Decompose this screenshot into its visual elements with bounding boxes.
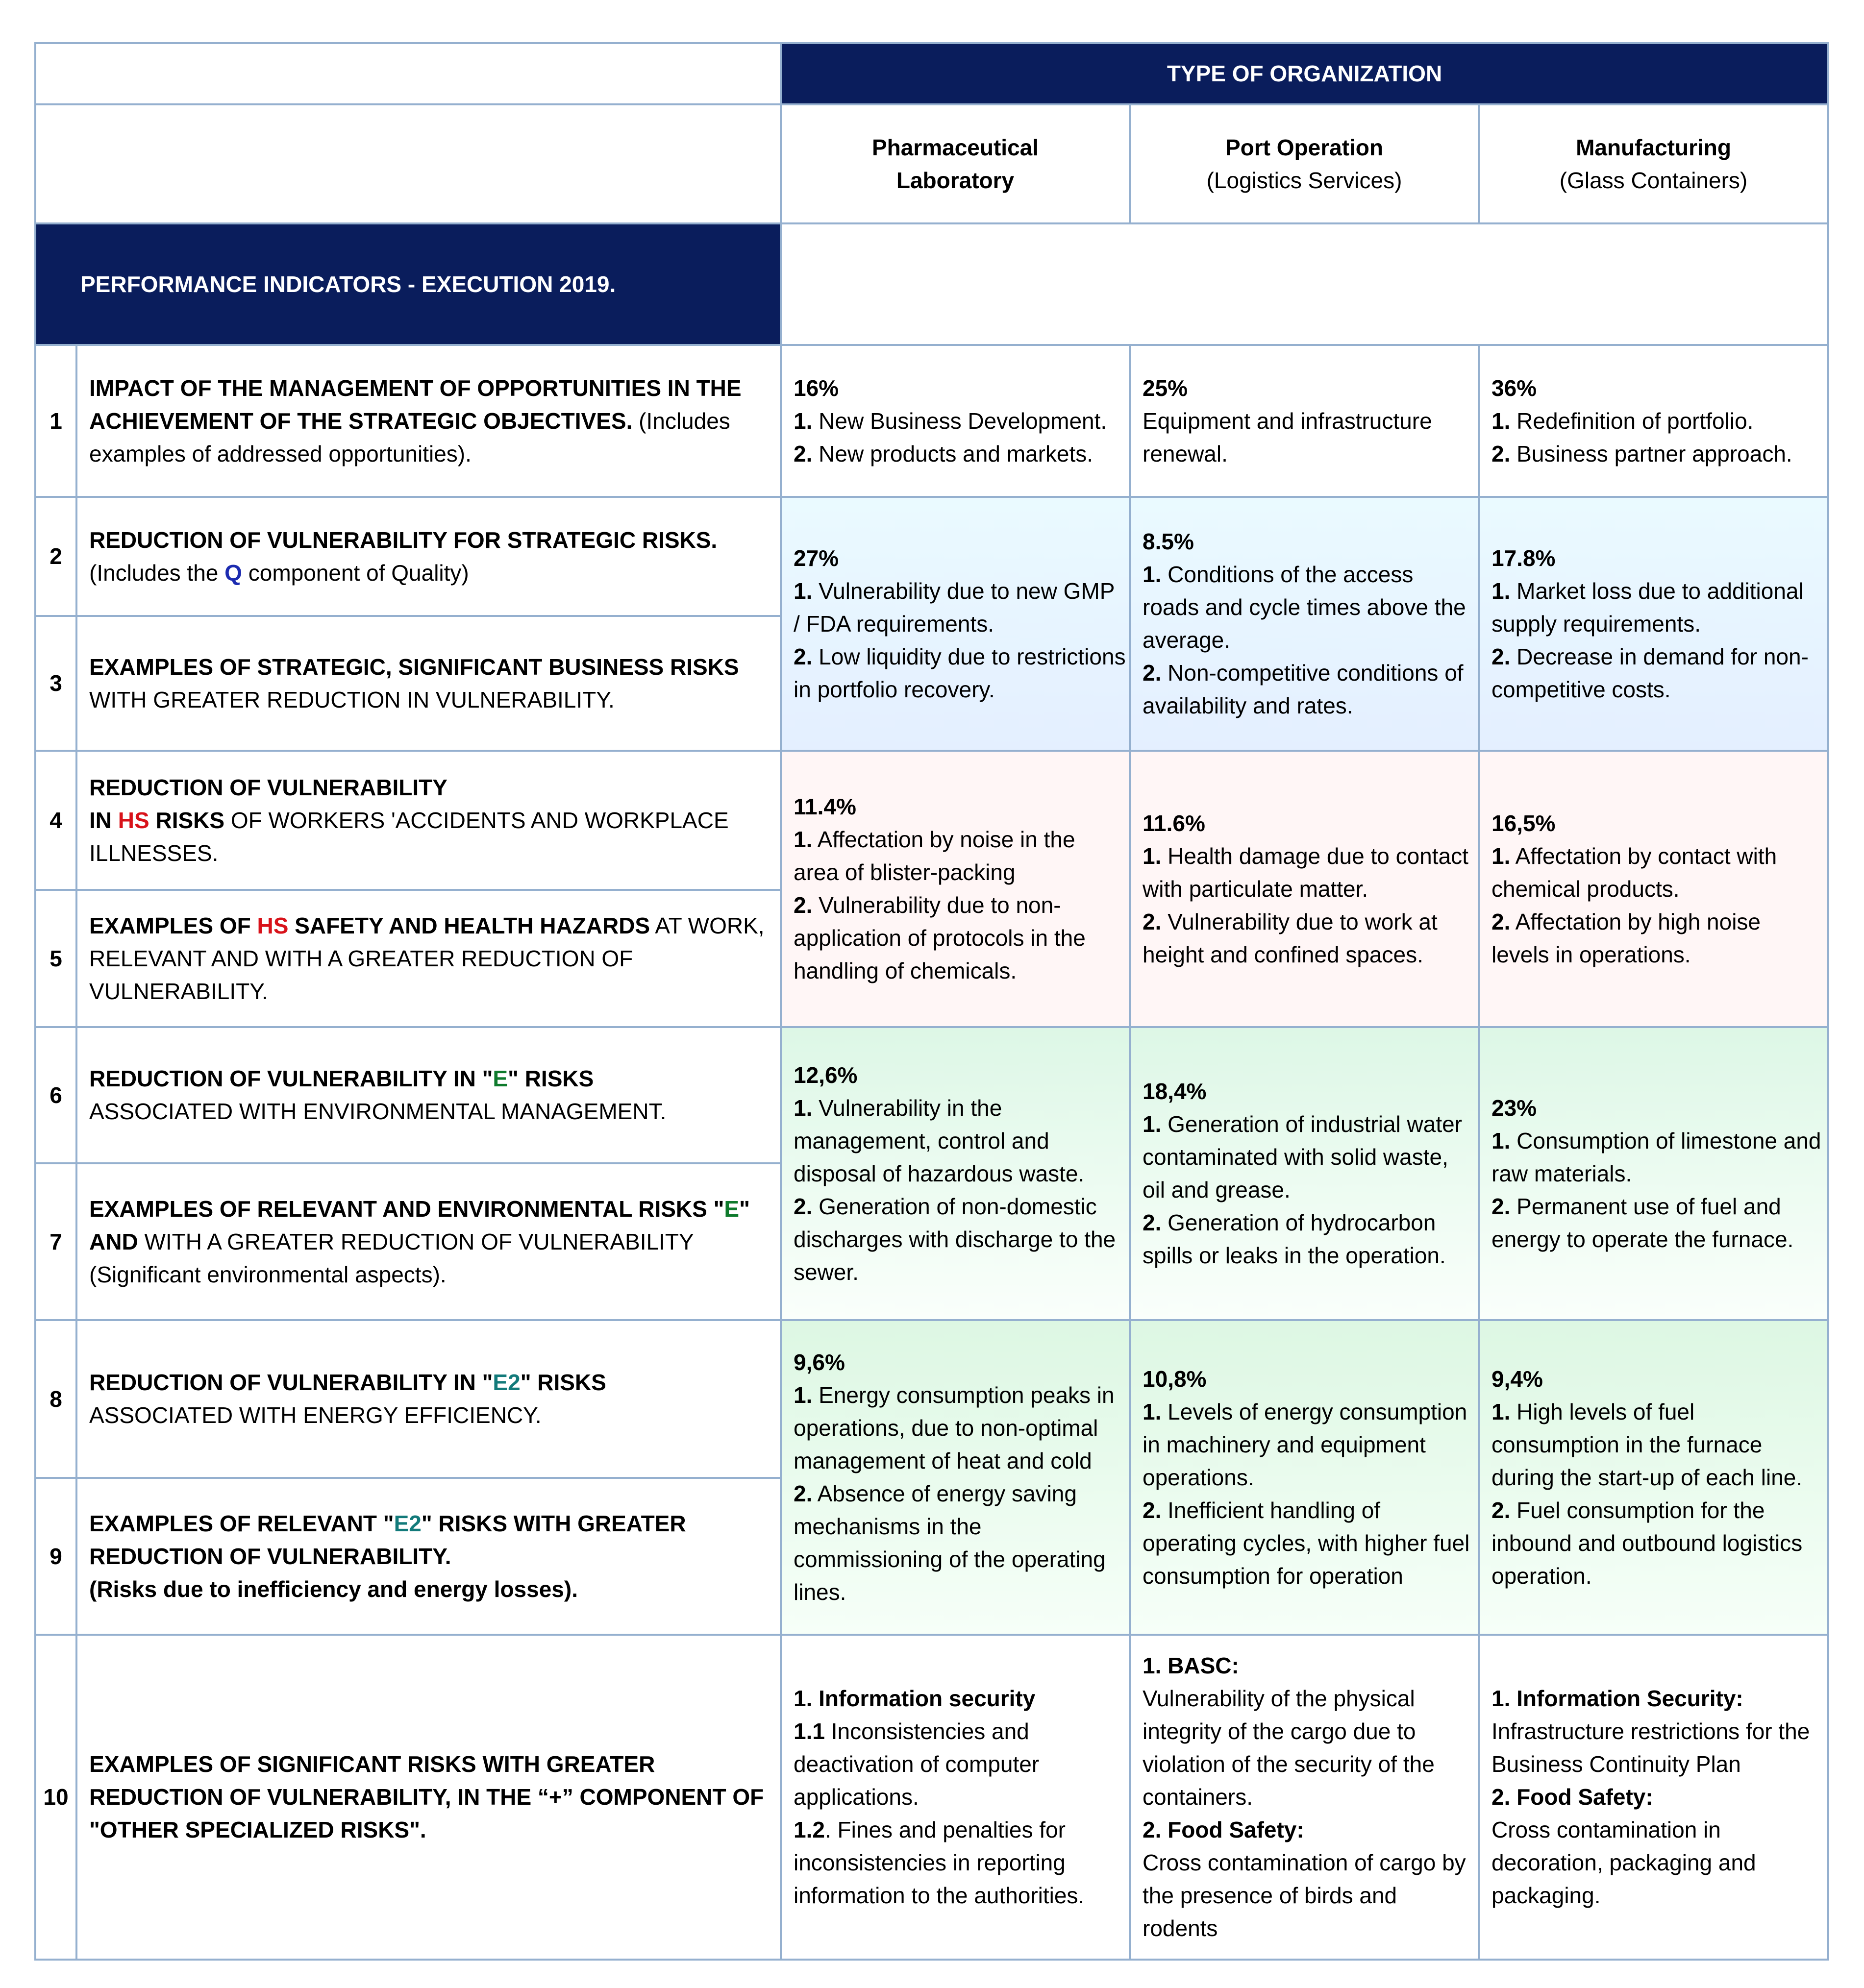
result-manufacturing-1: 36% 1. Redefinition of portfolio. 2. Business partner approach. [1479, 345, 1828, 497]
row-number: 8 [35, 1320, 76, 1478]
result-manufacturing-3: 16,5% 1. Affectation by contact with chemical products. 2. Affectation by high noise levels in operations. [1479, 751, 1828, 1027]
result-port-2: 8.5% 1. Conditions of the access roads and cycle times above the average. 2. Non-competitive conditions of availability and rates. [1130, 497, 1479, 751]
row-number: 6 [35, 1027, 76, 1163]
result-manufacturing-4: 23% 1. Consumption of limestone and raw materials. 2. Permanent use of fuel and energy to operate the furnace. [1479, 1027, 1828, 1320]
row-number: 5 [35, 890, 76, 1027]
row-number: 3 [35, 616, 76, 751]
indicator-7: EXAMPLES OF RELEVANT AND ENVIRONMENTAL RISKS "E" AND WITH A GREATER REDUCTION OF VULNERABILITY (Significant environmental aspects). [76, 1163, 781, 1320]
indicator-2: REDUCTION OF VULNERABILITY FOR STRATEGIC RISKS. (Includes the Q component of Quality) [76, 497, 781, 616]
row-number: 10 [35, 1635, 76, 1960]
indicators-table [34, 42, 1829, 1961]
blank-corner [35, 43, 781, 104]
column-header-port: Port Operation (Logistics Services) [1130, 104, 1479, 223]
result-port-5: 10,8% 1. Levels of energy consumption in machinery and equipment operations. 2. Inefficient handling of operating cycles, with higher fuel consumption for operation [1130, 1320, 1479, 1635]
indicator-5: EXAMPLES OF HS SAFETY AND HEALTH HAZARDS AT WORK, RELEVANT AND WITH A GREATER REDUCTION OF VULNERABILITY. [76, 890, 781, 1027]
result-pharma-1: 16% 1. New Business Development. 2. New products and markets. [781, 345, 1130, 497]
indicator-10: EXAMPLES OF SIGNIFICANT RISKS WITH GREATER REDUCTION OF VULNERABILITY, IN THE “+” COMPONENT OF "OTHER SPECIALIZED RISKS". [76, 1635, 781, 1960]
blank-section-cell [781, 223, 1828, 345]
result-pharma-5: 9,6% 1. Energy consumption peaks in operations, due to non-optimal management of heat and cold 2. Absence of energy saving mechanisms in the commissioning of the operating lines. [781, 1320, 1130, 1635]
column-header-manufacturing: Manufacturing (Glass Containers) [1479, 104, 1828, 223]
indicator-8: REDUCTION OF VULNERABILITY IN "E2" RISKS ASSOCIATED WITH ENERGY EFFICIENCY. [76, 1320, 781, 1478]
result-pharma-4: 12,6% 1. Vulnerability in the management, control and disposal of hazardous waste. 2. Generation of non-domestic discharges with discharge to the sewer. [781, 1027, 1130, 1320]
row-number: 1 [35, 345, 76, 497]
result-port-6: 1. BASC: Vulnerability of the physical integrity of the cargo due to violation of the security of the containers. 2. Food Safety: Cross contamination of cargo by the presence of birds and rodents [1130, 1635, 1479, 1960]
indicator-3: EXAMPLES OF STRATEGIC, SIGNIFICANT BUSINESS RISKS WITH GREATER REDUCTION IN VULNERABILITY. [76, 616, 781, 751]
indicator-6: REDUCTION OF VULNERABILITY IN "E" RISKS ASSOCIATED WITH ENVIRONMENTAL MANAGEMENT. [76, 1027, 781, 1163]
section-title: PERFORMANCE INDICATORS - EXECUTION 2019. [35, 223, 781, 345]
indicator-9: EXAMPLES OF RELEVANT "E2" RISKS WITH GREATER REDUCTION OF VULNERABILITY. (Risks due to inefficiency and energy losses). [76, 1478, 781, 1635]
indicator-1: IMPACT OF THE MANAGEMENT OF OPPORTUNITIES IN THE ACHIEVEMENT OF THE STRATEGIC OBJECTIVES. (Includes examples of addressed opportunities). [76, 345, 781, 497]
result-pharma-3: 11.4% 1. Affectation by noise in the area of blister-packing 2. Vulnerability due to non-application of protocols in the handling of chemicals. [781, 751, 1130, 1027]
row-number: 4 [35, 751, 76, 890]
result-pharma-2: 27% 1. Vulnerability due to new GMP / FDA requirements. 2. Low liquidity due to restrictions in portfolio recovery. [781, 497, 1130, 751]
result-port-3: 11.6% 1. Health damage due to contact with particulate matter. 2. Vulnerability due to work at height and confined spaces. [1130, 751, 1479, 1027]
result-manufacturing-6: 1. Information Security: Infrastructure restrictions for the Business Continuity Plan 2. Food Safety: Cross contamination in decoration, packaging and packaging. [1479, 1635, 1828, 1960]
type-of-organization-banner: TYPE OF ORGANIZATION [781, 43, 1828, 104]
row-number: 9 [35, 1478, 76, 1635]
result-port-1: 25% Equipment and infrastructure renewal. [1130, 345, 1479, 497]
result-pharma-6: 1. Information security 1.1 Inconsistencies and deactivation of computer applications. 1.2. Fines and penalties for inconsistencies in reporting information to the authorities. [781, 1635, 1130, 1960]
indicator-4: REDUCTION OF VULNERABILITY IN HS RISKS OF WORKERS 'ACCIDENTS AND WORKPLACE ILLNESSES. [76, 751, 781, 890]
result-manufacturing-2: 17.8% 1. Market loss due to additional supply requirements. 2. Decrease in demand for non-competitive costs. [1479, 497, 1828, 751]
row-number: 2 [35, 497, 76, 616]
row-number: 7 [35, 1163, 76, 1320]
result-manufacturing-5: 9,4% 1. High levels of fuel consumption in the furnace during the start-up of each line. 2. Fuel consumption for the inbound and outbound logistics operation. [1479, 1320, 1828, 1635]
column-header-pharma: Pharmaceutical Laboratory [781, 104, 1130, 223]
result-port-4: 18,4% 1. Generation of industrial water contaminated with solid waste, oil and grease. 2. Generation of hydrocarbon spills or leaks in the operation. [1130, 1027, 1479, 1320]
blank-header-cell [35, 104, 781, 223]
